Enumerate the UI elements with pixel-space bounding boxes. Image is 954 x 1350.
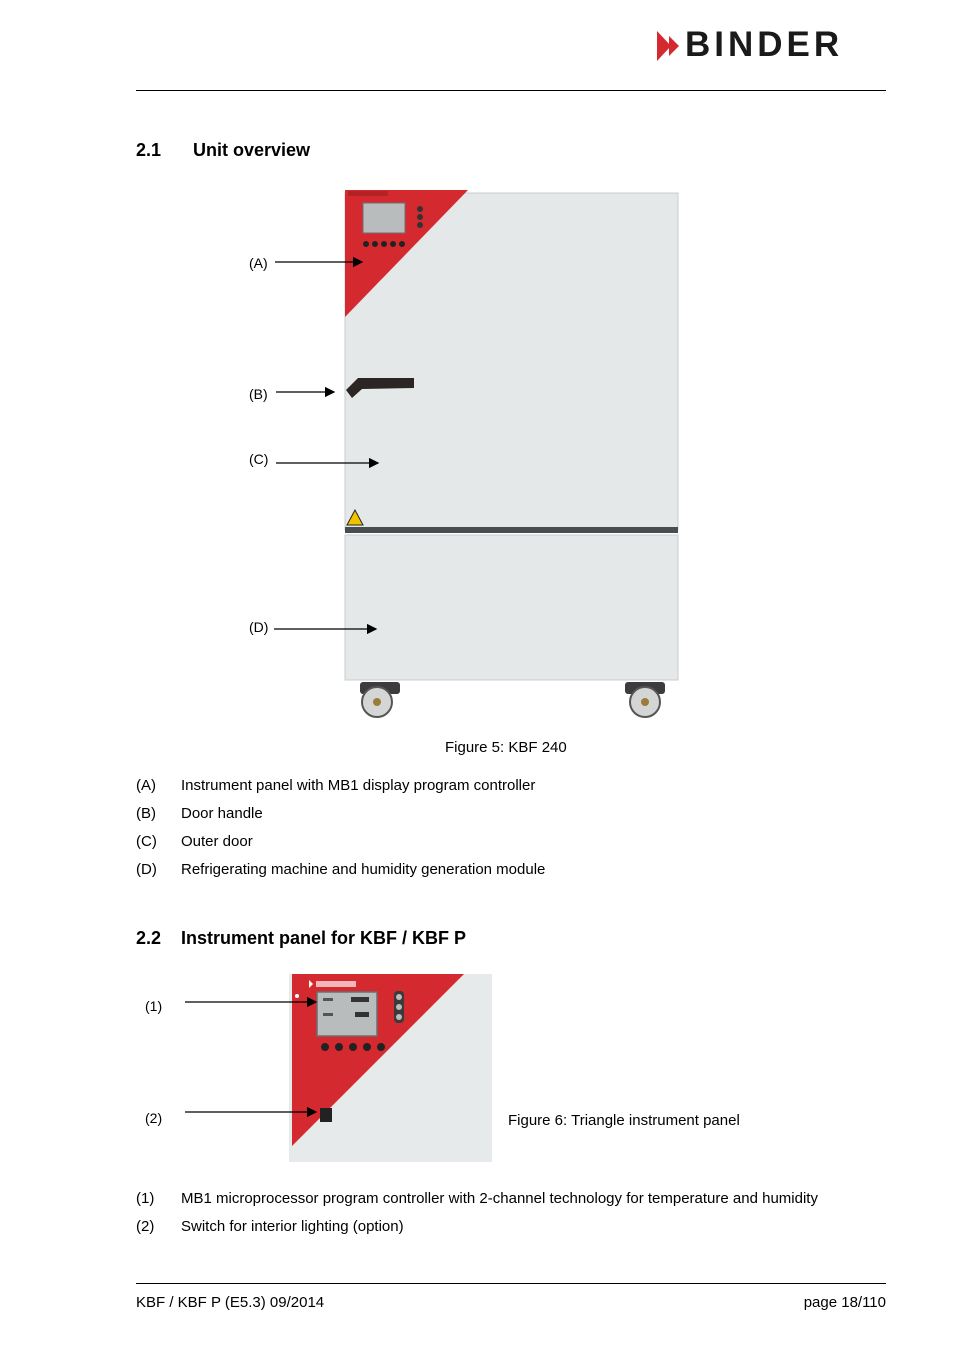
footer-rule [136, 1283, 886, 1284]
callout-a: (A) [249, 255, 268, 271]
section-number: 2.1 [136, 140, 162, 160]
legend-key: (2) [136, 1218, 155, 1235]
footer-page-number: page 18/110 [803, 1294, 886, 1311]
legend-text: Refrigerating machine and humidity generation module [181, 861, 546, 878]
callout-d: (D) [249, 619, 269, 635]
legend-text: Instrument panel with MB1 display program controller [181, 777, 536, 794]
callout-1: (1) [145, 998, 163, 1014]
callout-arrows-fig6 [0, 980, 954, 1130]
callout-c: (C) [249, 451, 269, 467]
legend-key: (1) [136, 1190, 155, 1207]
legend-text: Outer door [181, 833, 253, 850]
callout-2: (2) [145, 1110, 163, 1126]
legend-key: (D) [136, 861, 157, 878]
figure-caption: Figure 6: Triangle instrument panel [508, 1112, 740, 1129]
legend-key: (C) [136, 833, 157, 850]
section-title: Instrument panel for KBF / KBF P [181, 928, 467, 948]
figure-caption: Figure 5: KBF 240 [445, 739, 567, 756]
legend-key: (A) [136, 777, 156, 794]
callout-b: (B) [249, 386, 268, 402]
legend-text: Door handle [181, 805, 263, 822]
legend-text: MB1 microprocessor program controller with 2-channel technology for temperature and humidity [181, 1190, 818, 1207]
section-number: 2.2 [136, 928, 162, 948]
section-title: Unit overview [193, 140, 311, 160]
footer-document-id: KBF / KBF P (E5.3) 09/2014 [136, 1294, 325, 1311]
brand-wordmark: BINDER [685, 25, 844, 64]
legend-text: Switch for interior lighting (option) [181, 1218, 404, 1235]
legend-key: (B) [136, 805, 156, 822]
